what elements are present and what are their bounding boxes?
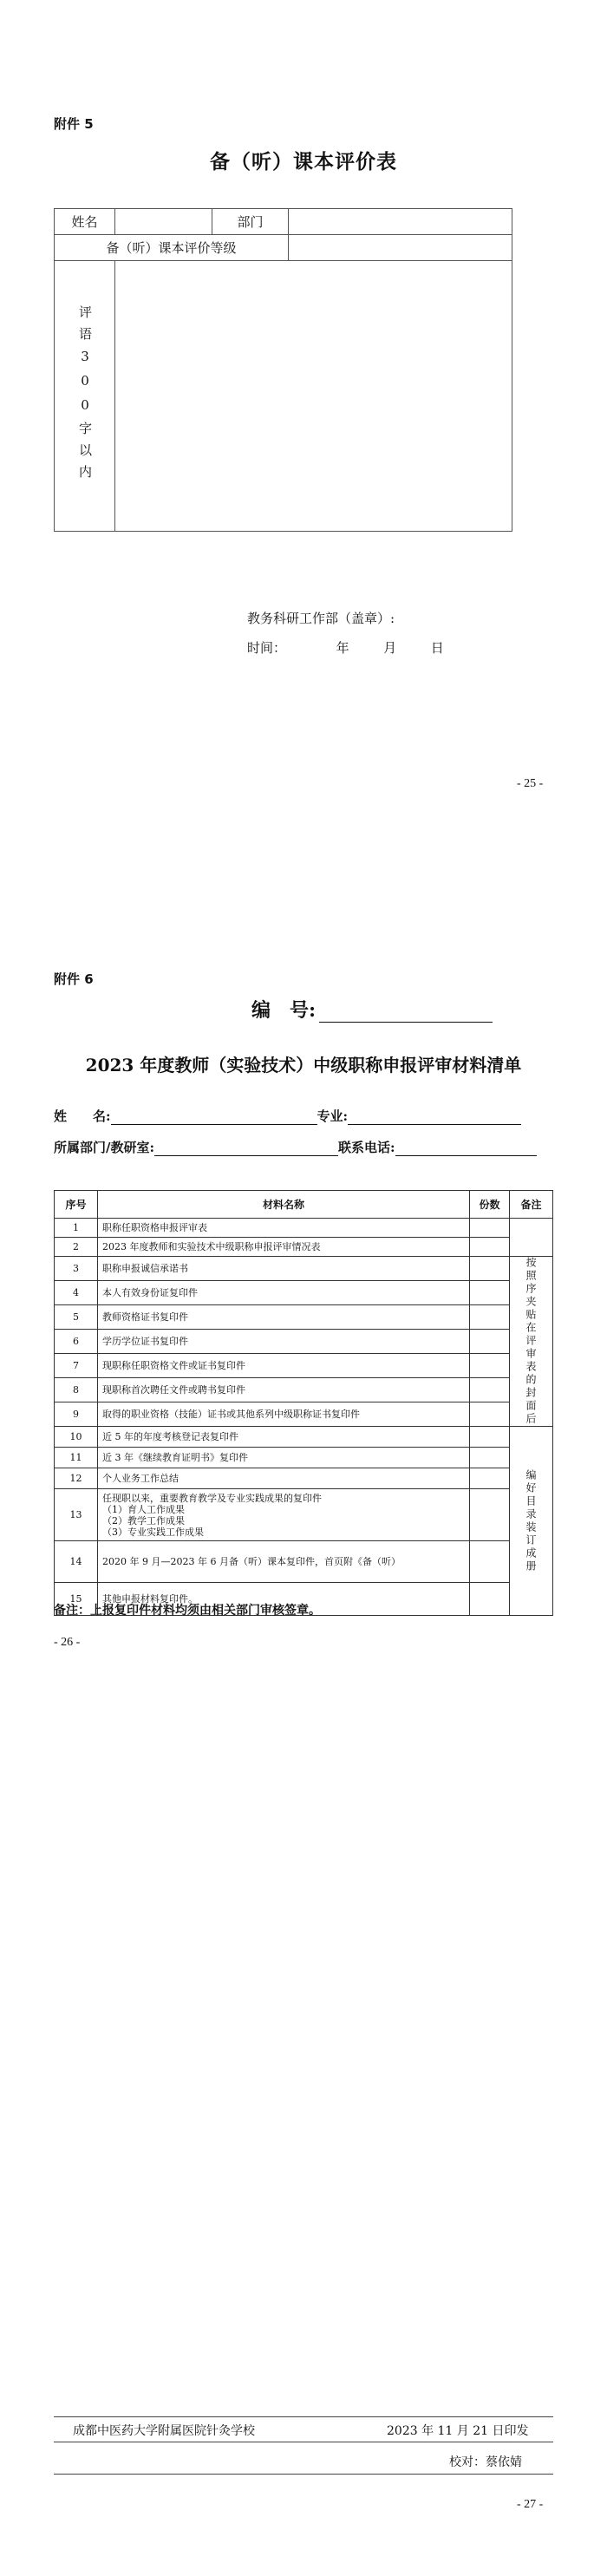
row-copies xyxy=(470,1378,510,1402)
page-number: - 27 - xyxy=(517,2498,544,2511)
table-row xyxy=(55,1257,553,1281)
name-major-line xyxy=(54,1107,521,1125)
row-no: 13 xyxy=(55,1489,98,1541)
comment-label: 评语300字以内 xyxy=(77,305,93,487)
row-sub-item: （2）教学工作成果 xyxy=(102,1514,185,1527)
footer-date: 2023 年 11 月 21 日印发 xyxy=(387,2424,529,2438)
remark-attach-cell xyxy=(510,1257,553,1427)
row-no: 12 xyxy=(55,1468,98,1489)
row-no: 9 xyxy=(55,1402,98,1427)
serial-label: 编 号: xyxy=(251,999,317,1022)
row-copies xyxy=(470,1427,510,1448)
evaluation-table xyxy=(54,208,512,532)
footer-school: 成都中医药大学附属医院针灸学校 xyxy=(73,2424,255,2438)
table-row xyxy=(55,1427,553,1448)
row-copies xyxy=(470,1305,510,1330)
row-copies xyxy=(470,1541,510,1583)
row-name xyxy=(98,1489,470,1541)
dept-label: 所属部门/教研室: xyxy=(54,1140,155,1155)
row-name: 本人有效身份证复印件 xyxy=(98,1281,470,1305)
attachment-label: 附件 6 xyxy=(54,971,94,987)
row-no: 2 xyxy=(55,1238,98,1257)
row-name: 学历学位证书复印件 xyxy=(98,1330,470,1354)
phone-label: 联系电话: xyxy=(338,1140,395,1155)
row-no: 10 xyxy=(55,1427,98,1448)
serial-blank xyxy=(319,1002,493,1023)
row-copies xyxy=(470,1257,510,1281)
name-label: 姓名 xyxy=(55,209,115,235)
row-name: 取得的职业资格（技能）证书或其他系列中级职称证书复印件 xyxy=(98,1402,470,1427)
remark-bind: 编好目录装订成册 xyxy=(525,1468,537,1573)
materials-table xyxy=(54,1190,553,1616)
row-copies xyxy=(470,1448,510,1468)
row-copies xyxy=(470,1281,510,1305)
sign-block xyxy=(247,604,444,663)
name-label: 姓 名: xyxy=(54,1108,111,1124)
year-label: 年 xyxy=(336,640,349,656)
row-name: 2023 年度教师和实验技术中级职称申报评审情况表 xyxy=(98,1238,470,1257)
table-note: 备注：上报复印件材料均须由相关部门审核签章。 xyxy=(54,1604,321,1618)
remark-bind-cell xyxy=(510,1427,553,1616)
row-no: 6 xyxy=(55,1330,98,1354)
row-no: 7 xyxy=(55,1354,98,1378)
name-blank xyxy=(111,1111,317,1125)
header-copies: 份数 xyxy=(470,1191,510,1219)
row-name: 现职称首次聘任文件或聘书复印件 xyxy=(98,1378,470,1402)
dept-cell xyxy=(289,209,512,235)
row-name: 个人业务工作总结 xyxy=(98,1468,470,1489)
phone-blank xyxy=(395,1142,537,1156)
month-label: 月 xyxy=(383,640,397,656)
row-no: 3 xyxy=(55,1257,98,1281)
table-row xyxy=(55,1448,553,1468)
footer-rule-top xyxy=(54,2416,553,2417)
row-no: 5 xyxy=(55,1305,98,1330)
dept-phone-line xyxy=(54,1138,537,1156)
major-blank xyxy=(348,1111,521,1125)
page-title: 备（听）课本评价表 xyxy=(210,150,397,173)
row-no: 8 xyxy=(55,1378,98,1402)
serial-number xyxy=(251,996,493,1023)
row-name: 现职称任职资格文件或证书复印件 xyxy=(98,1354,470,1378)
row-copies xyxy=(470,1402,510,1427)
row-sub-item: （3）专业实践工作成果 xyxy=(102,1526,204,1538)
row-name: 职称任职资格申报评审表 xyxy=(98,1219,470,1238)
row-name-main: 任现职以来，重要教育教学及专业实践成果的复印件 xyxy=(102,1492,322,1504)
attachment-label: 附件 5 xyxy=(54,116,94,132)
comment-label-cell xyxy=(55,261,115,532)
dept-blank xyxy=(154,1142,338,1156)
table-row xyxy=(55,1468,553,1489)
footer-proofread: 校对：蔡依婧 xyxy=(449,2455,522,2469)
row-copies xyxy=(470,1489,510,1541)
table-row xyxy=(55,1305,553,1330)
table-row xyxy=(55,1354,553,1378)
header-remark: 备注 xyxy=(510,1191,553,1219)
row-name: 近 5 年的年度考核登记表复印件 xyxy=(98,1427,470,1448)
row-no: 14 xyxy=(55,1541,98,1583)
row-remark xyxy=(510,1219,553,1257)
time-label: 时间： xyxy=(247,640,287,656)
page-number: - 26 - xyxy=(54,1636,81,1649)
row-name: 2020 年 9 月—2023 年 6 月备（听）课本复印件，首页附《备（听） xyxy=(98,1541,470,1583)
table-row xyxy=(55,1402,553,1427)
footer-rule-bottom xyxy=(54,2474,553,2475)
table-row xyxy=(55,1219,553,1238)
row-copies xyxy=(470,1219,510,1238)
header-no: 序号 xyxy=(55,1191,98,1219)
row-name: 教师资格证书复印件 xyxy=(98,1305,470,1330)
major-label: 专业: xyxy=(317,1108,349,1124)
dept-label: 部门 xyxy=(212,209,289,235)
table-header-row xyxy=(55,1191,553,1219)
row-name: 职称申报诚信承诺书 xyxy=(98,1257,470,1281)
table-row xyxy=(55,1281,553,1305)
table-row xyxy=(55,1330,553,1354)
time-line xyxy=(247,633,444,663)
row-sub-item: （1）育人工作成果 xyxy=(102,1503,185,1515)
row-no: 11 xyxy=(55,1448,98,1468)
grade-cell xyxy=(289,235,512,261)
grade-label: 备（听）课本评价等级 xyxy=(55,235,289,261)
comment-cell xyxy=(115,261,512,532)
row-copies xyxy=(470,1330,510,1354)
table-row xyxy=(55,1541,553,1583)
table-row xyxy=(55,1238,553,1257)
name-cell xyxy=(115,209,212,235)
remark-attach: 按照序夹贴在评审表的封面后 xyxy=(525,1257,537,1426)
row-name: 近 3 年《继续教育证明书》复印件 xyxy=(98,1448,470,1468)
row-no: 1 xyxy=(55,1219,98,1238)
table-row xyxy=(55,1489,553,1541)
day-label: 日 xyxy=(430,640,444,656)
row-copies xyxy=(470,1354,510,1378)
row-copies xyxy=(470,1238,510,1257)
header-name: 材料名称 xyxy=(98,1191,470,1219)
table-row xyxy=(55,1378,553,1402)
row-copies xyxy=(470,1468,510,1489)
row-no: 15 xyxy=(55,1583,98,1616)
page-title: 2023 年度教师（实验技术）中级职称申报评审材料清单 xyxy=(85,1055,522,1076)
row-name: 其他申报材料复印件。 xyxy=(98,1583,470,1616)
dept-seal-label: 教务科研工作部（盖章）: xyxy=(247,611,395,626)
row-copies xyxy=(470,1583,510,1616)
row-no: 4 xyxy=(55,1281,98,1305)
page-number: - 25 - xyxy=(517,777,544,790)
